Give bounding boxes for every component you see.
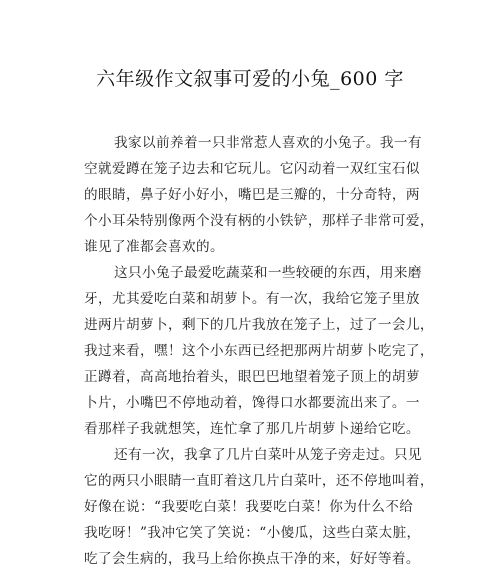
paragraph-3-line-2: 它的两只小眼睛一直盯着这几片白菜叶，还不停地叫着， (84, 473, 434, 489)
paragraph-1-line-4: 个小耳朵特别像两个没有柄的小铁铲，那样子非常可爱， (84, 213, 434, 229)
paragraph-1-line-3: 的眼睛，鼻子好小好小，嘴巴是三瓣的，十分奇特，两 (84, 187, 420, 203)
paragraph-2-line-1: 这只小兔子最爱吃蔬菜和一些较硬的东西，用来磨 (114, 265, 422, 281)
paragraph-2-line-2: 牙，尤其爱吃白菜和胡萝卜。有一次，我给它笼子里放 (84, 291, 420, 307)
paragraph-3-line-1: 还有一次，我拿了几片白菜叶从笼子旁走过。只见 (114, 447, 422, 463)
paragraph-1-line-1: 我家以前养着一只非常惹人喜欢的小兔子。我一有 (114, 135, 422, 151)
paragraph-2-line-7: 看那样子我就想笑，连忙拿了那几片胡萝卜递给它吃。 (84, 421, 420, 437)
paragraph-1-line-2: 空就爱蹲在笼子边去和它玩儿。它闪动着一双红宝石似 (84, 161, 420, 177)
paragraph-3-line-5: 吃了会生病的，我马上给你换点干净的来，好好等着。 (84, 551, 420, 567)
paragraph-2-line-3: 进两片胡萝卜，剩下的几片我放在笼子上，过了一会儿， (84, 317, 434, 333)
paragraph-2-line-4: 我过来看，嘿！这个小东西已经把那两片胡萝卜吃完了， (84, 343, 434, 359)
paragraph-1-line-5: 谁见了准都会喜欢的。 (84, 239, 224, 255)
paragraph-2-line-6: 卜片，小嘴巴不停地动着，馋得口水都要流出来了。一 (84, 395, 420, 411)
article-title: 六年级作文叙事可爱的小兔_600 字 (96, 68, 404, 90)
paragraph-3-line-4: 我吃呀！”我冲它笑了笑说：“小傻瓜，这些白菜太脏， (84, 525, 421, 541)
article-body (84, 130, 434, 572)
paragraph-2-line-5: 正蹲着，高高地抬着头，眼巴巴地望着笼子顶上的胡萝 (84, 369, 420, 385)
paragraph-3-line-3: 好像在说：“我要吃白菜！我要吃白菜！你为什么不给 (84, 499, 414, 515)
